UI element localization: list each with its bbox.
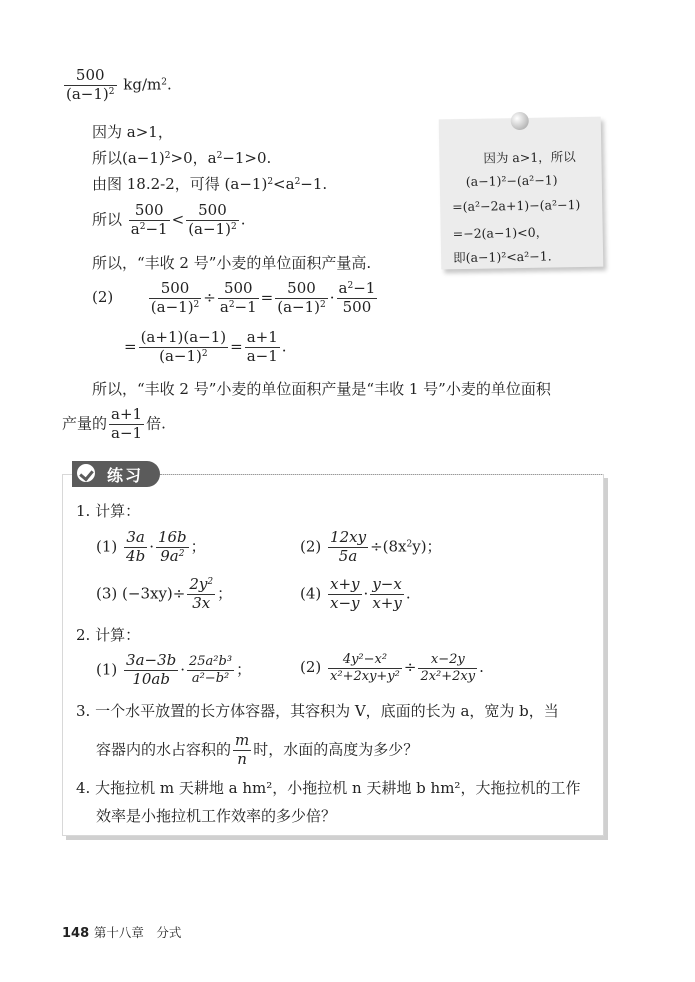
conclusion-line-2: [62, 407, 166, 442]
operator: ÷: [403, 658, 417, 677]
punct: .: [479, 658, 484, 677]
fraction: $\frac{16b}{9a^2}$: [157, 528, 187, 565]
punct: .: [405, 584, 411, 603]
numerator: a+1: [246, 328, 278, 346]
operator: =: [260, 288, 274, 307]
label: (1): [96, 660, 118, 679]
text: 容器内的水占容积的: [96, 740, 232, 759]
page-number: 148: [62, 926, 90, 941]
denominator: 5a: [338, 546, 358, 565]
fraction-numerator: 500: [64, 68, 117, 86]
numerator: 2y: [189, 575, 208, 593]
fraction: $\frac{500}{(a-1)^2}$: [188, 201, 237, 238]
text: <a: [273, 175, 295, 193]
fraction: [418, 653, 477, 683]
pushpin-icon: [511, 112, 529, 130]
label: (3): [96, 584, 118, 603]
fraction-denominator: (a−1): [66, 84, 109, 103]
text: −1.: [300, 175, 328, 193]
denominator: a−1: [111, 423, 143, 442]
fraction: $\frac{2y^2}{3x}$: [189, 575, 214, 612]
question-1-1: [96, 530, 206, 565]
line-3: 由图 18.2-2，可得 $(a-1)^2<a^2-1$.: [92, 175, 328, 193]
fraction: $\frac{500}{a^2-1}$: [219, 279, 257, 316]
denominator: x+y: [372, 593, 402, 612]
top-fraction: $\frac{500}{(a-1)^2}$: [66, 66, 115, 103]
unit-text: kg/m: [123, 75, 162, 94]
punct: ；: [236, 660, 252, 679]
fraction: [370, 577, 404, 612]
numerator: 12xy: [330, 528, 367, 546]
numerator: 3a: [124, 530, 147, 548]
note-line: =−2(a−1)<0，: [452, 224, 549, 242]
conclusion-line-1: 所以，“丰收 2 号”小麦的单位面积产量是“丰收 1 号”小麦的单位面积: [92, 380, 551, 398]
text: 倍.: [146, 414, 166, 433]
operator: ·: [363, 584, 369, 603]
part-2-line-2: [124, 330, 287, 365]
question-1: 1. 计算：: [76, 502, 141, 520]
fraction: [328, 530, 368, 565]
fraction: [245, 330, 280, 365]
denominator: (a−1): [150, 297, 194, 316]
question-4-line-1: 4. 大拖拉机 m 天耕地 a hm²，小拖拉机 n 天耕地 b hm²，大拖拉机的工作: [76, 779, 581, 797]
numerator: a+1: [111, 405, 143, 423]
fraction: $\frac{a^2-1}{500}$: [338, 279, 376, 316]
line-5: 所以，“丰收 2 号”小麦的单位面积产量高.: [92, 254, 372, 272]
side-note-card: [439, 117, 604, 270]
text: 时，水面的高度为多少？: [253, 740, 419, 759]
text: 由图 18.2-2，可得 (a−1): [92, 175, 268, 193]
question-2-2: [300, 653, 484, 683]
numerator: y−x: [372, 575, 402, 593]
numerator: 500: [149, 281, 202, 299]
part-2-line-1: [92, 281, 379, 316]
punct: ；: [217, 584, 233, 603]
note-line: 因为 a>1，所以: [483, 149, 576, 166]
denominator: (a−1): [159, 346, 202, 365]
numerator: x−2y: [418, 653, 477, 669]
text: (−3xy)÷: [122, 584, 186, 603]
fraction: [187, 655, 234, 685]
note-line: =(a²−2a+1)−(a²−1): [452, 196, 581, 215]
question-2-1: [96, 653, 251, 688]
numerator: 16b: [157, 528, 187, 546]
top-expression: $\frac{500}{(a-1)^2}$ $kg/m^2$.: [66, 66, 172, 103]
practice-title: 练习: [107, 466, 144, 485]
numerator: −1: [353, 279, 376, 297]
note-line: 即(a−1)²<a²−1.: [452, 248, 552, 266]
line-2: 所以$(a-1)^2>0$，$a^2-1>0$.: [92, 149, 272, 167]
operator: <: [171, 210, 185, 229]
numerator: 500: [275, 281, 328, 299]
denominator: (a−1): [277, 297, 321, 316]
denominator: a²−b²: [191, 670, 230, 686]
fraction: $\frac{(a+1)(a-1)}{(a-1)^2}$: [140, 328, 227, 365]
check-icon: [75, 462, 97, 484]
denominator: (a−1): [188, 219, 231, 238]
divider: [160, 474, 602, 475]
text: y)；: [412, 537, 442, 556]
denominator: a−1: [246, 346, 278, 365]
fraction: [124, 653, 178, 688]
line-4: 所以 $\frac{500}{a^2-1}$ < $\frac{500}{(a-1)^2}$ .: [92, 201, 246, 238]
text: ÷(8x: [370, 537, 407, 556]
operator: ·: [329, 288, 335, 307]
page-footer: [62, 923, 181, 941]
denominator: n: [237, 749, 247, 768]
label: (2): [92, 288, 114, 307]
numerator: (a+1)(a−1): [140, 328, 227, 346]
denominator: 10ab: [132, 669, 170, 688]
denominator: a: [130, 219, 140, 238]
question-4-line-2: 效率是小拖拉机工作效率的多少倍？: [96, 807, 337, 825]
question-1-2: (2) $\frac{12xy}{5a}$ $\div(8x^2y)$；: [300, 528, 442, 565]
label: (4): [300, 584, 322, 603]
text: 所以(a−1): [92, 149, 165, 167]
numerator: 500: [129, 203, 170, 221]
label: (2): [300, 537, 322, 556]
fraction: $\frac{500}{a^2-1}$: [130, 201, 168, 238]
numerator: 500: [186, 203, 239, 221]
denominator: 9a: [160, 546, 179, 565]
operator: ·: [180, 660, 186, 679]
period: .: [281, 337, 287, 356]
numerator: 3a−3b: [126, 651, 177, 669]
chapter-title: 第十八章 分式: [93, 925, 182, 940]
text: 所以: [92, 210, 123, 229]
line-1: 因为 a>1，: [92, 123, 173, 141]
fraction: [124, 530, 147, 565]
fraction: [233, 733, 251, 768]
fraction: [109, 407, 144, 442]
text: >0，a: [170, 149, 217, 167]
denominator: x²+2xy+y²: [330, 668, 400, 684]
question-3-line-1: 3. 一个水平放置的长方体容器，其容积为 V，底面的长为 a，宽为 b，当: [76, 702, 559, 720]
numerator: m: [235, 731, 250, 749]
label: (2): [300, 658, 322, 677]
operator: ·: [149, 537, 154, 556]
numerator: x+y: [330, 575, 360, 593]
fraction: $\frac{500}{(a-1)^2}$: [277, 279, 326, 316]
denominator: 4b: [126, 546, 146, 565]
punct: ；: [190, 537, 206, 556]
numerator: 4y²−x²: [328, 653, 402, 669]
question-1-4: [300, 577, 411, 612]
denominator: a: [219, 297, 229, 316]
fraction: [328, 577, 362, 612]
denominator: 500: [342, 297, 372, 316]
fraction: $\frac{500}{(a-1)^2}$: [150, 279, 200, 316]
numerator: a: [338, 279, 348, 297]
denominator: −1: [234, 297, 257, 316]
fraction: [328, 653, 402, 683]
operator: =: [230, 337, 243, 356]
text: 产量的: [62, 414, 108, 433]
denominator: 2x²+2xy: [420, 668, 476, 684]
question-3-line-2: [96, 733, 418, 768]
denominator: x−y: [330, 593, 360, 612]
operator: =: [124, 337, 137, 356]
question-1-3: [96, 577, 232, 612]
note-line: (a−1)²−(a²−1): [465, 172, 558, 189]
operator: ÷: [203, 288, 216, 307]
period: .: [166, 75, 172, 94]
question-2: 2. 计算：: [76, 626, 141, 644]
denominator: 3x: [192, 593, 211, 612]
denominator: −1: [145, 219, 168, 238]
label: (1): [96, 537, 118, 556]
numerator: 25a²b³: [189, 654, 233, 670]
numerator: 500: [218, 281, 259, 299]
text: −1>0.: [222, 149, 272, 167]
